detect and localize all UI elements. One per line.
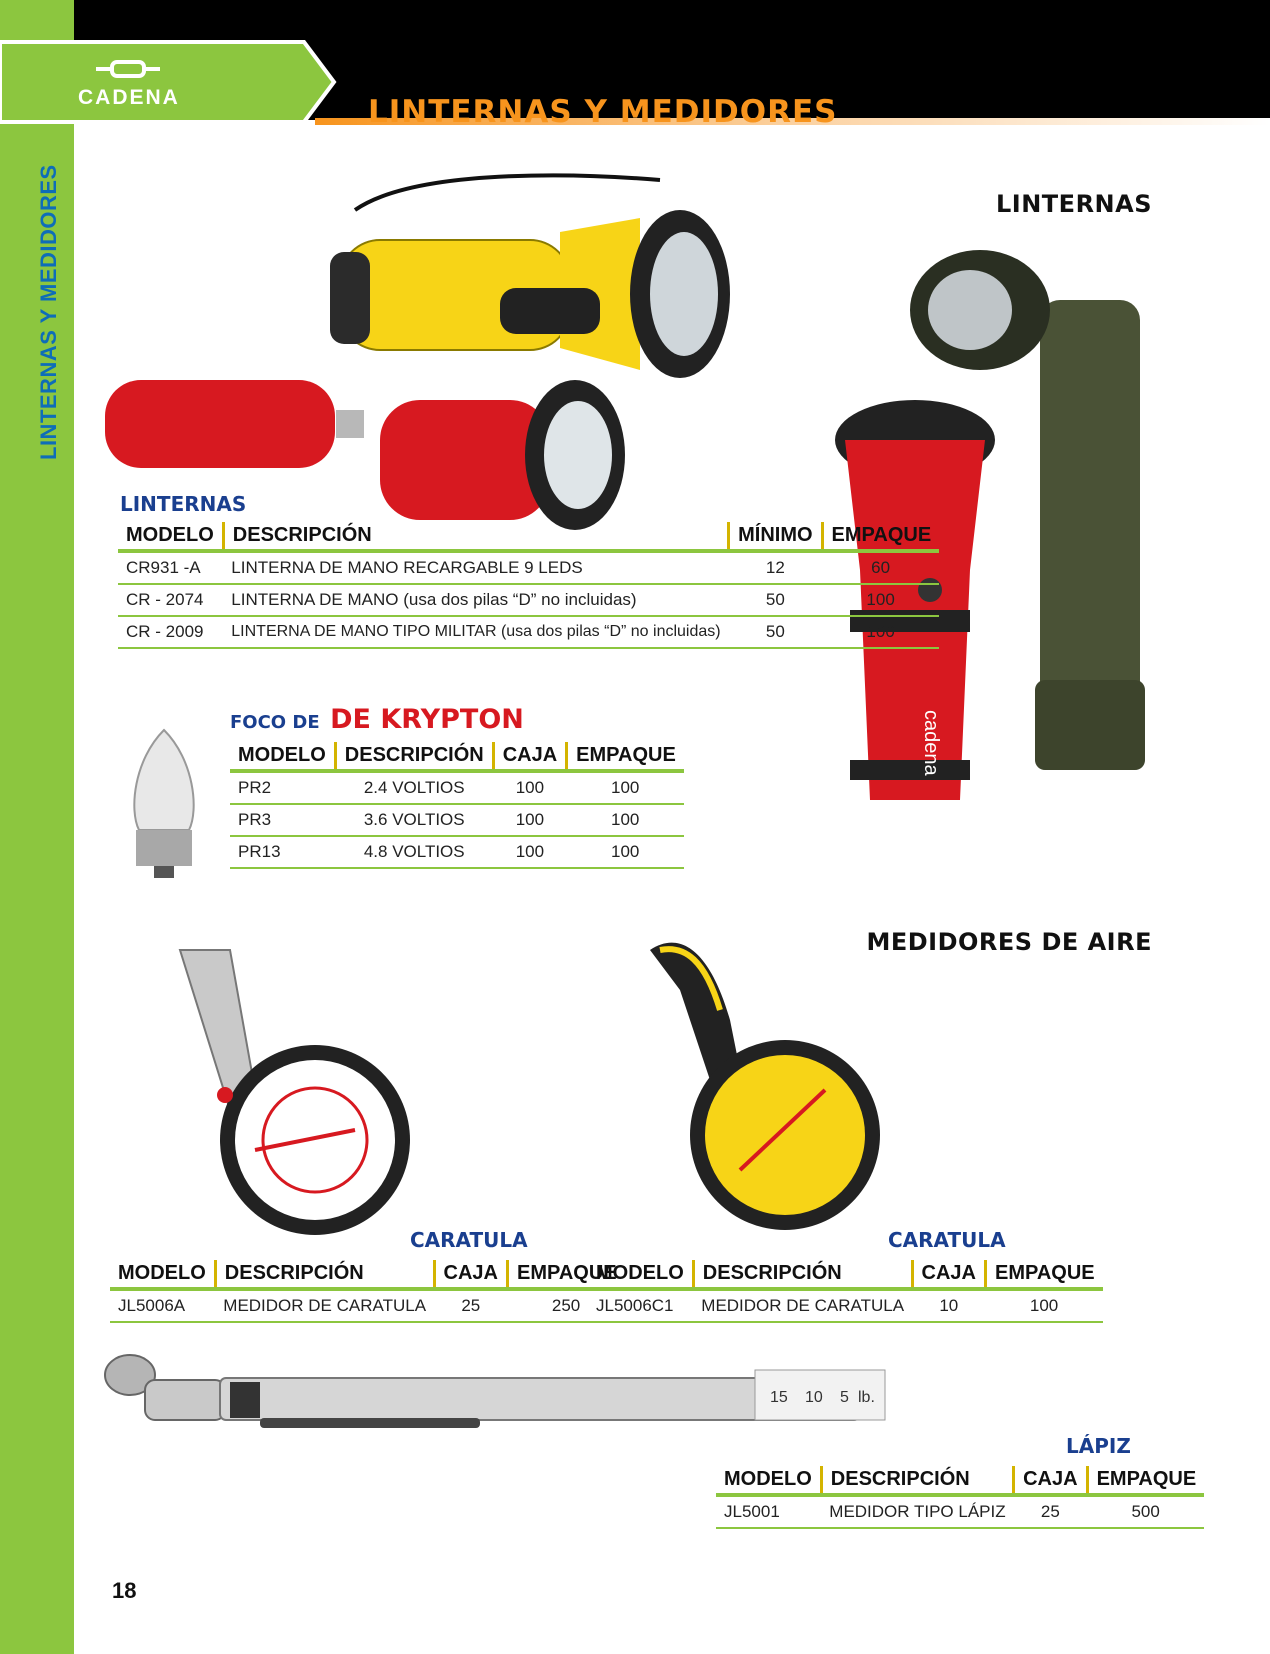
cell-descripcion: LINTERNA DE MANO RECARGABLE 9 LEDS [223,551,728,584]
krypton-bulb-image [124,720,204,880]
krypton-title-prefix: FOCO DE [230,712,320,733]
caratula-a-title: CARATULA [410,1228,528,1252]
medidores-heading: MEDIDORES DE AIRE [866,928,1152,956]
dial-gauge-c1-image [640,930,890,1240]
col-descripcion: DESCRIPCIÓN [223,522,728,551]
col-empaque: EMPAQUE [567,742,684,771]
krypton-table-title [230,704,524,735]
cell-caja: 25 [1014,1495,1087,1528]
col-empaque: EMPAQUE [822,522,939,551]
col-caja: CAJA [493,742,566,771]
col-modelo: MODELO [230,742,335,771]
col-caja: CAJA [1014,1466,1087,1495]
cell-descripcion: LINTERNA DE MANO TIPO MILITAR (usa dos pilas “D” no incluidas) [223,616,728,648]
col-modelo: MODELO [588,1260,693,1289]
dial-gauge-a-image [160,930,420,1240]
table-row [230,836,684,868]
cell-empaque: 100 [822,584,939,616]
cell-descripcion: 4.8 VOLTIOS [335,836,493,868]
page-title: LINTERNAS Y MEDIDORES [368,94,838,130]
col-empaque: EMPAQUE [1087,1466,1204,1495]
cell-empaque: 250 [508,1289,625,1322]
table-row [110,1289,625,1322]
cell-minimo: 50 [729,584,822,616]
caratula-a-table [110,1260,625,1323]
linternas-table-title: LINTERNAS [120,492,247,516]
cell-empaque: 60 [822,551,939,584]
col-empaque: EMPAQUE [508,1260,625,1289]
col-caja: CAJA [912,1260,985,1289]
yellow-flashlight-image [330,175,730,378]
col-empaque: EMPAQUE [986,1260,1103,1289]
col-modelo: MODELO [110,1260,215,1289]
table-row [230,804,684,836]
flashlight-brand-label: cadena [920,710,942,776]
cell-empaque: 100 [822,616,939,648]
cell-descripcion: MEDIDOR DE CARATULA [693,1289,912,1322]
cell-caja: 100 [493,771,566,804]
cell-minimo: 50 [729,616,822,648]
caratula-c1-table [588,1260,1103,1323]
krypton-table [230,742,684,869]
cell-empaque: 100 [567,804,684,836]
linternas-table [118,522,939,649]
cell-modelo: PR13 [230,836,335,868]
table-row [118,551,939,584]
cell-empaque: 100 [567,836,684,868]
col-descripcion: DESCRIPCIÓN [335,742,493,771]
logo-tab [0,40,340,124]
cell-descripcion: MEDIDOR DE CARATULA [215,1289,434,1322]
page-number: 18 [112,1578,137,1603]
lapiz-table [716,1466,1204,1529]
cell-modelo: JL5006C1 [588,1289,693,1322]
cell-caja: 100 [493,804,566,836]
col-descripcion: DESCRIPCIÓN [821,1466,1013,1495]
table-row [118,616,939,648]
table-row [230,771,684,804]
caratula-c1-title: CARATULA [888,1228,1006,1252]
cell-descripcion: 2.4 VOLTIOS [335,771,493,804]
cell-caja: 10 [912,1289,985,1322]
cell-modelo: PR2 [230,771,335,804]
cell-descripcion: MEDIDOR TIPO LÁPIZ [821,1495,1013,1528]
cell-empaque: 100 [567,771,684,804]
col-caja: CAJA [434,1260,507,1289]
cell-caja: 100 [493,836,566,868]
flashlights-illustration [100,170,800,530]
side-title: LINTERNAS Y MEDIDORES [36,164,61,460]
cell-modelo: CR - 2009 [118,616,223,648]
krypton-title-main: DE KRYPTON [330,704,524,735]
cell-modelo: CR - 2074 [118,584,223,616]
lapiz-title: LÁPIZ [1066,1434,1131,1458]
pencil-scale-5: 5 [840,1389,849,1406]
pencil-scale-15: 15 [770,1389,788,1406]
table-row [716,1495,1204,1528]
table-row [118,584,939,616]
cell-descripcion: LINTERNA DE MANO (usa dos pilas “D” no incluidas) [223,584,728,616]
table-row [588,1289,1103,1322]
cell-minimo: 12 [729,551,822,584]
col-descripcion: DESCRIPCIÓN [693,1260,912,1289]
cell-descripcion: 3.6 VOLTIOS [335,804,493,836]
cell-modelo: JL5001 [716,1495,821,1528]
col-descripcion: DESCRIPCIÓN [215,1260,434,1289]
linternas-heading: LINTERNAS [996,190,1152,218]
cell-modelo: PR3 [230,804,335,836]
cell-caja: 25 [434,1289,507,1322]
cell-modelo: JL5006A [110,1289,215,1322]
cell-empaque: 100 [986,1289,1103,1322]
col-modelo: MODELO [118,522,223,551]
pencil-gauge-image [100,1350,890,1450]
col-minimo: MÍNIMO [729,522,822,551]
brand-logo-text: CADENA [78,86,180,109]
cell-empaque: 500 [1087,1495,1204,1528]
col-modelo: MODELO [716,1466,821,1495]
pencil-scale-unit: lb. [858,1389,875,1406]
cell-modelo: CR931 -A [118,551,223,584]
pencil-scale-10: 10 [805,1389,823,1406]
